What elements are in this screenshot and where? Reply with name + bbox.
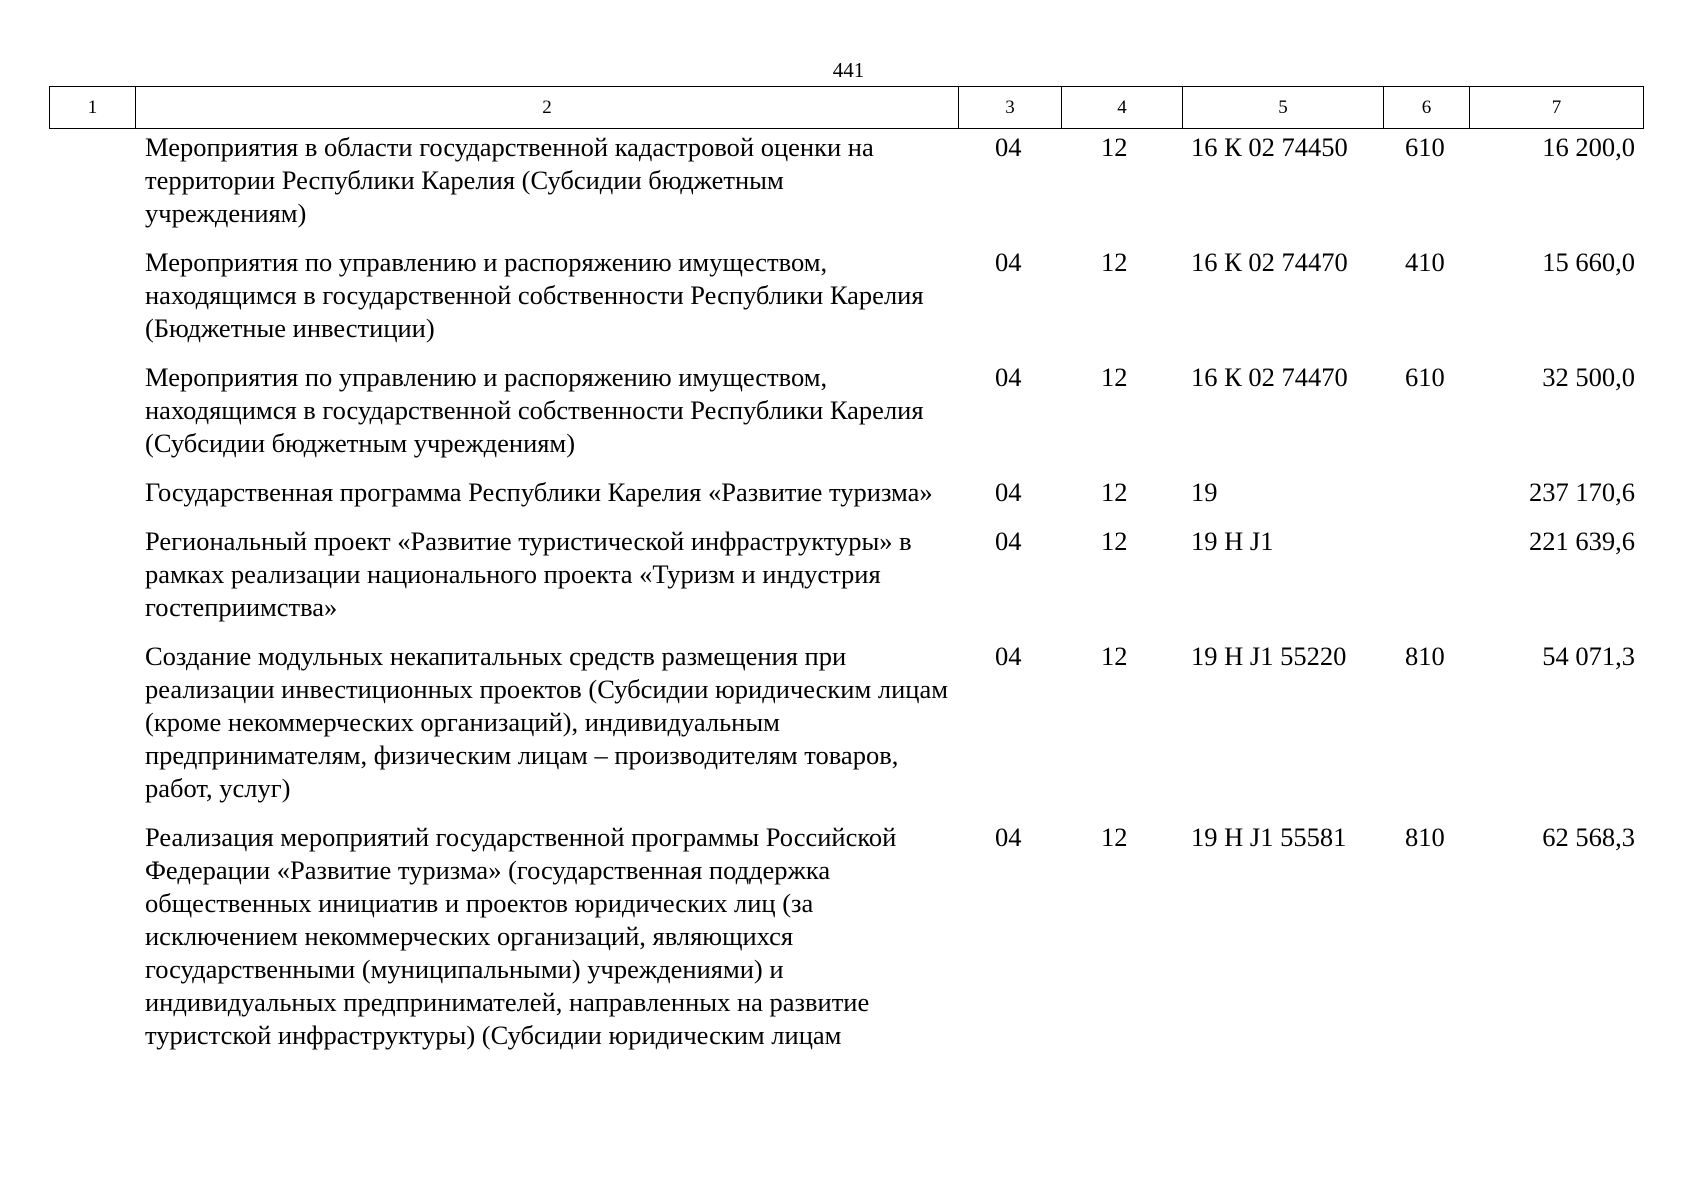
row-expense-type	[1383, 476, 1469, 525]
column-header-2: 2	[136, 87, 959, 129]
table-row	[49, 131, 1643, 246]
row-description: Мероприятия в области государственной кадастровой оценки на территории Республики Карелия (Субсидии бюджетным учреждениям)	[145, 132, 874, 228]
table-row	[49, 640, 1643, 821]
row-number-cell	[49, 361, 135, 476]
row-amount: 221 639,6	[1529, 526, 1635, 556]
row-expense-type: 610	[1405, 132, 1445, 162]
row-subsection: 12	[1101, 247, 1128, 277]
row-section: 04	[995, 477, 1022, 507]
column-header-5: 5	[1183, 87, 1384, 129]
row-amount: 62 568,3	[1542, 822, 1635, 852]
row-section: 04	[995, 822, 1022, 852]
budget-table-body	[49, 131, 1643, 1068]
row-subsection: 12	[1101, 526, 1128, 556]
row-target-article: 19	[1191, 477, 1218, 507]
column-header-row	[50, 87, 1644, 129]
row-description: Региональный проект «Развитие туристической инфраструктуры» в рамках реализации национального проекта «Туризм и индустрия гостеприимства»	[145, 526, 912, 622]
row-amount: 16 200,0	[1542, 132, 1635, 162]
row-number-cell	[49, 525, 135, 640]
row-number-cell	[49, 131, 135, 246]
column-header-4: 4	[1062, 87, 1183, 129]
row-number-cell	[49, 246, 135, 361]
row-section: 04	[995, 247, 1022, 277]
table-row	[49, 525, 1643, 640]
table-row	[49, 476, 1643, 525]
row-target-article: 16 К 02 74450	[1191, 132, 1348, 162]
row-amount: 32 500,0	[1542, 362, 1635, 392]
row-target-article: 19 Н J1 55581	[1191, 822, 1347, 852]
row-number-cell	[49, 476, 135, 525]
row-target-article: 19 Н J1	[1191, 526, 1274, 556]
column-header-table	[49, 86, 1644, 129]
row-subsection: 12	[1101, 132, 1128, 162]
row-expense-type	[1383, 525, 1469, 640]
row-section: 04	[995, 132, 1022, 162]
row-description: Мероприятия по управлению и распоряжению имуществом, находящимся в государственной собственности Республики Карелия (Бюджетные инвестиции)	[145, 247, 924, 343]
row-section: 04	[995, 362, 1022, 392]
column-header-3: 3	[959, 87, 1062, 129]
row-section: 04	[995, 641, 1022, 671]
row-subsection: 12	[1101, 477, 1128, 507]
row-amount: 237 170,6	[1529, 477, 1635, 507]
row-description: Реализация мероприятий государственной программы Российской Федерации «Развитие туризма» (государственная поддержка общественных инициатив и проектов юридических лиц (за исключением некоммерческих организаций, являющихся государственными (муниципальными) учреждениями) и индивидуальных предпринимателей, направленных на развитие туристской инфраструктуры) (Субсидии юридическим лицам	[145, 822, 897, 1050]
row-number-cell	[49, 640, 135, 821]
row-expense-type: 410	[1405, 247, 1445, 277]
table-row	[49, 821, 1643, 1068]
row-amount: 54 071,3	[1542, 641, 1635, 671]
row-description: Создание модульных некапитальных средств размещения при реализации инвестиционных проектов (Субсидии юридическим лицам (кроме некоммерческих организаций), индивидуальным предпринимателям, физическим лицам – производителям товаров, работ, услуг)	[145, 641, 948, 803]
column-header-1: 1	[50, 87, 136, 129]
row-expense-type: 810	[1405, 641, 1445, 671]
row-expense-type: 610	[1405, 362, 1445, 392]
row-subsection: 12	[1101, 641, 1128, 671]
row-description: Государственная программа Республики Карелия «Развитие туризма»	[145, 477, 933, 507]
page-number: 441	[832, 58, 865, 82]
row-subsection: 12	[1101, 362, 1128, 392]
row-description: Мероприятия по управлению и распоряжению имуществом, находящимся в государственной собственности Республики Карелия (Субсидии бюджетным учреждениям)	[145, 362, 924, 458]
row-number-cell	[49, 821, 135, 1068]
row-section: 04	[995, 526, 1022, 556]
row-subsection: 12	[1101, 822, 1128, 852]
row-expense-type: 810	[1405, 822, 1445, 852]
row-target-article: 19 Н J1 55220	[1191, 641, 1347, 671]
row-target-article: 16 К 02 74470	[1191, 247, 1348, 277]
column-header-6: 6	[1384, 87, 1470, 129]
column-header-7: 7	[1470, 87, 1644, 129]
row-amount: 15 660,0	[1542, 247, 1635, 277]
table-row	[49, 246, 1643, 361]
row-target-article: 16 К 02 74470	[1191, 362, 1348, 392]
table-row	[49, 361, 1643, 476]
